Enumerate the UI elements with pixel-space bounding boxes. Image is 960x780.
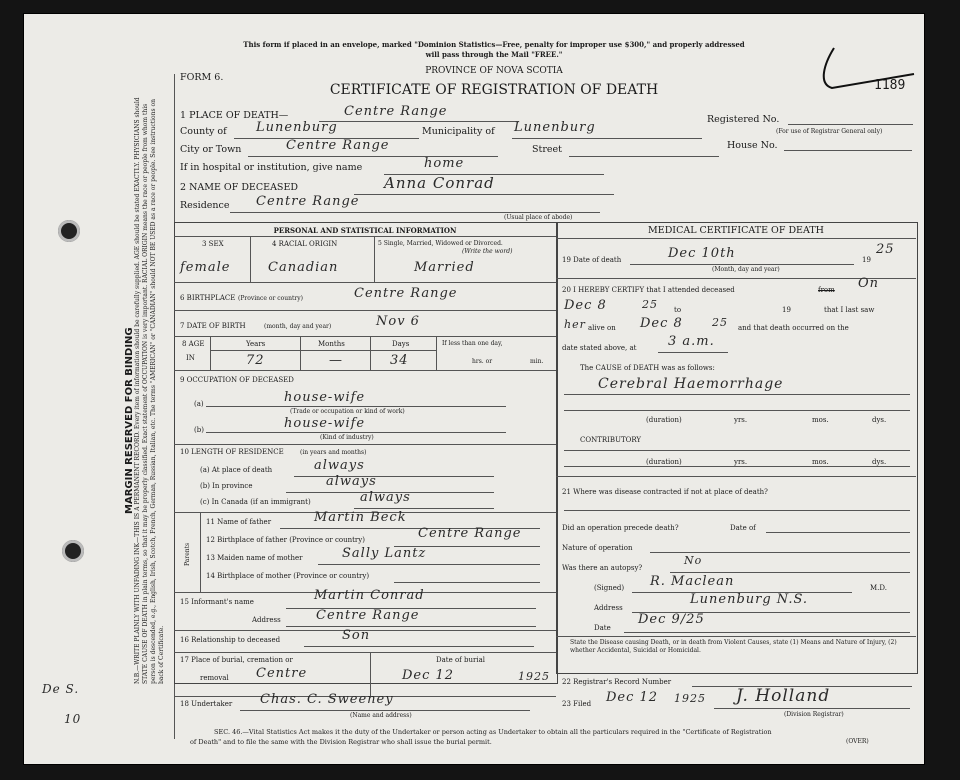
informant-label: 15 Informant's name <box>180 598 254 606</box>
removal-label: removal <box>200 674 229 682</box>
certificate-number: 1189 <box>874 78 906 93</box>
margin-note-de-s: De S. <box>42 682 80 696</box>
res-province-value: always <box>326 474 377 489</box>
her-word: her <box>564 318 586 331</box>
date-death-value: Dec 10th <box>668 246 736 261</box>
autopsy-value: No <box>684 554 703 567</box>
filed-year-value: 1925 <box>674 692 706 705</box>
residence-label: Residence <box>180 200 230 211</box>
occupation-label: 9 OCCUPATION OF DECEASED <box>180 376 294 384</box>
informant-address-value: Centre Range <box>316 608 420 623</box>
parents-label: Parents <box>184 542 191 566</box>
division-registrar-label: (Division Registrar) <box>784 711 844 718</box>
relationship-label: 16 Relationship to deceased <box>180 636 281 644</box>
informant-value: Martin Conrad <box>314 588 425 603</box>
sex-label: 3 SEX <box>202 240 224 248</box>
time-value: 3 a.m. <box>668 334 715 349</box>
res-place-death-label: (a) At place of death <box>200 466 273 474</box>
days-label: Days <box>392 340 410 348</box>
dys-2-label: dys. <box>872 458 887 466</box>
q21-label: 21 Where was disease contracted if not at place of death? <box>562 488 768 496</box>
sec46-line-2: of Death" and to file the same with the Division Registrar who shall issue the burial permit. <box>190 738 492 746</box>
record-number-label: 22 Registrar's Record Number <box>562 678 672 686</box>
autopsy-label: Was there an autopsy? <box>562 564 643 572</box>
age-in-label: IN <box>186 354 195 362</box>
mos-1-label: mos. <box>812 416 829 424</box>
alive-date-value: Dec 8 <box>640 316 683 331</box>
operation-label: Did an operation precede death? <box>562 524 679 532</box>
mother-birthplace-label: 14 Birthplace of mother (Province or country) <box>206 572 370 580</box>
res-place-death-value: always <box>314 458 365 473</box>
birthplace-label: 6 BIRTHPLACE <box>180 294 236 302</box>
date-stated-label: date stated above, at <box>562 344 637 352</box>
res-province-label: (b) In province <box>200 482 253 490</box>
certificate-page <box>24 14 924 764</box>
father-birthplace-label: 12 Birthplace of father (Province or country) <box>206 536 365 544</box>
racial-origin-label: 4 RACIAL ORIGIN <box>272 240 338 248</box>
street-label: Street <box>532 144 562 155</box>
mail-notice-1: This form if placed in an envelope, marked "Dominion Statistics—Free, penalty for improper use $300," and properly addressed <box>243 40 745 49</box>
age-label: 8 AGE <box>182 340 205 348</box>
signed-value: R. Maclean <box>650 574 735 589</box>
occupation-b-note: (Kind of industry) <box>320 434 374 441</box>
min-label: min. <box>530 358 544 365</box>
dob-label: 7 DATE OF BIRTH <box>180 322 246 330</box>
hospital-label: If in hospital or institution, give name <box>180 162 363 173</box>
months-label: Months <box>318 340 345 348</box>
dob-value: Nov 6 <box>376 314 420 329</box>
cause-value: Cerebral Haemorrhage <box>598 376 784 392</box>
alive-on-label: alive on <box>588 324 616 332</box>
marital-value: Married <box>414 260 475 275</box>
undertaker-value: Chas. C. Sweeney <box>260 692 394 707</box>
certify-on: On <box>858 276 880 291</box>
marital-note: (Write the word) <box>462 248 513 255</box>
doctor-date-label: Date <box>594 624 611 632</box>
date-death-year-prefix: 19 <box>862 256 871 264</box>
res-canada-value: always <box>360 490 411 505</box>
undertaker-label: 18 Undertaker <box>180 700 233 708</box>
date-death-note: (Month, day and year) <box>712 266 780 273</box>
cause-label: The CAUSE of DEATH was as follows: <box>580 364 715 372</box>
birthplace-note: (Province or country) <box>238 295 303 302</box>
less-than-day-label: If less than one day, <box>442 340 503 347</box>
certificate-title: CERTIFICATE OF REGISTRATION OF DEATH <box>329 82 659 98</box>
margin-instructions: N.B.—WRITE PLAINLY WITH UNFADING INK—THIS IS A PERMANENT RECORD. Every item of information should be carefully supplied. AGE should be stated EXACTLY. PHYSICIANS should STATE CAUSE OF DEATH in plain terms, so that it may be properly classified. Exact statement of OCCUPATION is very important. RACIAL ORIGIN means the race or people from whom this person is descended, e.g., English, Irish, Scotch, French, German, Russian, Italian, etc. The terms "AMERICAN" or "CANADIAN" should NOT BE USED as a race or people. See instructions on back of Certificate. <box>134 97 165 684</box>
date-death-year-value: 25 <box>876 242 895 257</box>
nature-operation-label: Nature of operation <box>562 544 633 552</box>
relationship-value: Son <box>342 628 371 643</box>
filed-label: 23 Filed <box>562 700 592 708</box>
father-birthplace-value: Centre Range <box>418 526 522 541</box>
signed-label: (Signed) <box>594 584 625 592</box>
registered-no-label: Registered No. <box>707 114 780 125</box>
occupation-a-note: (Trade or occupation or kind of work) <box>290 408 405 415</box>
deceased-name-value: Anna Conrad <box>384 174 495 192</box>
burial-place-value: Centre <box>256 666 308 681</box>
province: PROVINCE OF NOVA SCOTIA <box>425 66 563 76</box>
binding-hole-bottom <box>62 540 84 562</box>
doctor-address-value: Lunenburg N.S. <box>690 592 809 607</box>
residence-value: Centre Range <box>256 194 360 209</box>
residence-length-label: 10 LENGTH OF RESIDENCE <box>180 448 284 456</box>
to-label: to <box>674 306 682 314</box>
attend-year-value: 25 <box>642 298 658 311</box>
dob-note: (month, day and year) <box>264 323 332 330</box>
mother-name-value: Sally Lantz <box>342 546 427 561</box>
doctor-address-label: Address <box>594 604 623 612</box>
date-burial-label: Date of burial <box>436 656 485 664</box>
residence-length-note: (in years and months) <box>300 449 367 456</box>
doctor-date-value: Dec 9/25 <box>638 612 705 627</box>
city-label: City or Town <box>180 144 242 155</box>
attend-date-value: Dec 8 <box>564 298 607 313</box>
marital-label: 5 Single, Married, Widowed or Divorced. <box>378 240 503 247</box>
registrar-signature: J. Holland <box>736 686 831 706</box>
father-name-value: Martin Beck <box>314 510 407 525</box>
occupation-a-label: (a) <box>194 400 204 408</box>
deceased-name-label: 2 NAME OF DECEASED <box>180 182 298 193</box>
contributory-label: CONTRIBUTORY <box>580 436 642 444</box>
municipality-label: Municipality of <box>422 126 495 137</box>
racial-origin-value: Canadian <box>268 260 339 275</box>
occupation-a-value: house-wife <box>284 390 366 405</box>
form-number: FORM 6. <box>180 72 224 83</box>
burial-year-value: 1925 <box>518 670 550 683</box>
margin-binding-title: MARGIN RESERVED FOR BINDING <box>124 327 135 514</box>
place-of-death-label: 1 PLACE OF DEATH— <box>180 110 289 121</box>
years-label: Years <box>246 340 266 348</box>
duration-2-label: (duration) <box>646 458 682 466</box>
years-value: 72 <box>246 353 265 368</box>
duration-1-label: (duration) <box>646 416 682 424</box>
yrs-2-label: yrs. <box>734 458 748 466</box>
margin-note-number: 10 <box>64 712 82 726</box>
registrar-note: (For use of Registrar General only) <box>776 128 883 135</box>
sec46-line-1: SEC. 46.—Vital Statistics Act makes it the duty of the Undertaker or person acting as Undertaker to obtain all the particulars required in the "Certificate of Registration <box>214 728 772 736</box>
sex-value: female <box>180 260 231 275</box>
days-value: 34 <box>390 353 409 368</box>
father-name-label: 11 Name of father <box>206 518 272 526</box>
filed-date-value: Dec 12 <box>606 690 659 705</box>
mail-notice-2: will pass through the Mail "FREE." <box>425 50 563 59</box>
months-value: — <box>329 353 343 368</box>
personal-section-title: PERSONAL AND STATISTICAL INFORMATION <box>273 226 457 235</box>
binding-hole-top <box>58 220 80 242</box>
mos-2-label: mos. <box>812 458 829 466</box>
corner-pen-mark <box>804 44 924 94</box>
abode-note: (Usual place of abode) <box>504 214 573 221</box>
certify-label: 20 I HEREBY CERTIFY that I attended deceased <box>562 286 735 294</box>
certify-from: from <box>818 286 835 294</box>
mother-name-label: 13 Maiden name of mother <box>206 554 303 562</box>
alive-year-value: 25 <box>712 316 728 329</box>
res-canada-label: (c) In Canada (if an immigrant) <box>200 498 311 506</box>
dys-1-label: dys. <box>872 416 887 424</box>
place-of-death-value: Centre Range <box>344 104 448 119</box>
county-label: County of <box>180 126 227 137</box>
over-label: (OVER) <box>846 738 869 745</box>
md-label: M.D. <box>870 584 887 592</box>
to-19: 19 <box>782 306 791 314</box>
city-value: Centre Range <box>286 138 390 153</box>
county-value: Lunenburg <box>256 120 338 135</box>
last-saw-label: that I last saw <box>824 306 875 314</box>
yrs-1-label: yrs. <box>734 416 748 424</box>
birthplace-value: Centre Range <box>354 286 458 301</box>
date-death-label: 19 Date of death <box>562 256 622 264</box>
occupation-b-value: house-wife <box>284 416 366 431</box>
occurred-label: and that death occurred on the <box>738 324 849 332</box>
occupation-b-label: (b) <box>194 426 204 434</box>
informant-address-label: Address <box>252 616 281 624</box>
undertaker-note: (Name and address) <box>350 712 412 719</box>
date-of-label: Date of <box>730 524 756 532</box>
disease-note: State the Disease causing Death, or in death from Violent Causes, state (1) Means and Nature of Injury, (2) whether Accidental, Suicidal or Homicidal. <box>570 639 897 654</box>
house-no-label: House No. <box>727 140 778 151</box>
burial-place-label: 17 Place of burial, cremation or <box>180 656 293 664</box>
medical-section-title: MEDICAL CERTIFICATE OF DEATH <box>648 225 824 236</box>
hrs-label: hrs. or <box>472 358 493 365</box>
hospital-value: home <box>424 156 465 171</box>
municipality-value: Lunenburg <box>514 120 596 135</box>
burial-date-value: Dec 12 <box>402 668 455 683</box>
